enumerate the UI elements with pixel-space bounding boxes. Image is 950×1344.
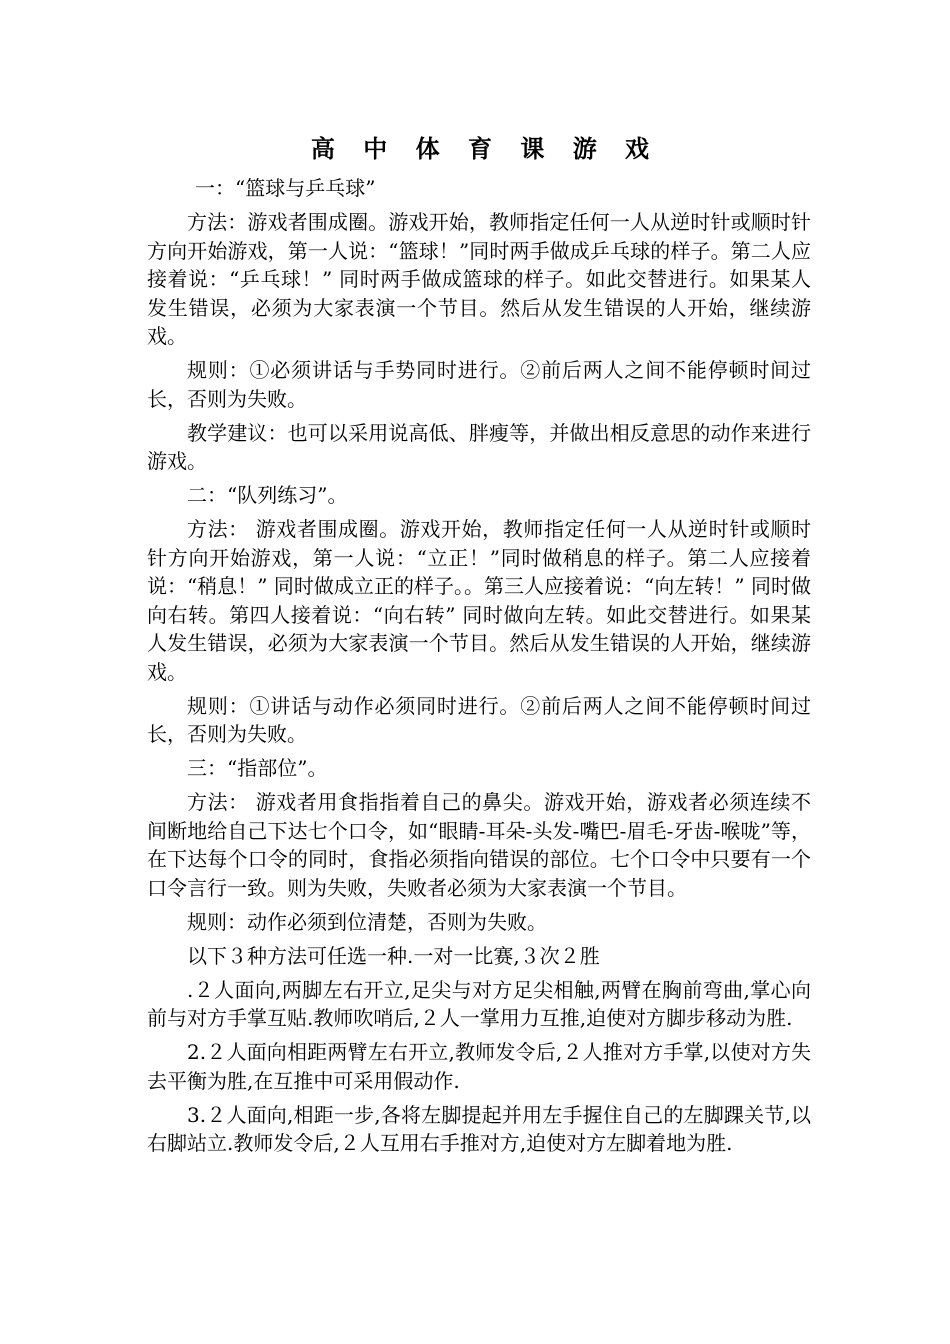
section-heading-2: 二：“队列练习”。 xyxy=(187,483,348,507)
section-1-method: 方法：游戏者围成圈。游戏开始，教师指定任何一人从逆时针或顺时针方向开始游戏，第一人说：“篮球！”同时两手做成乒乓球的样子。第二人应接着说：“乒乓球！” 同时两手做成篮球的样子。如此交替进行。如果某人发生错误，必须为大家表演一个节目。然后从发生错误的人开始，继续游戏。 xyxy=(147,210,811,348)
section-1-rules: 规则：①必须讲话与手势同时进行。②前后两人之间不能停顿时间过长，否则为失败。 xyxy=(147,358,811,411)
section-1-teaching-tip: 教学建议：也可以采用说高低、胖瘦等，并做出相反意思的动作来进行游戏。 xyxy=(147,420,811,473)
document-title: 高 中 体 育 课 游 戏 xyxy=(310,135,660,163)
method-item-1: .２人面向,两脚左右开立,足尖与对方足尖相触,两臂在胸前弯曲,掌心向前与对方手掌互贴.教师吹哨后,２人一掌用力互推,迫使对方脚步移动为胜. xyxy=(147,977,811,1030)
method-item-2: 2.２人面向相距两臂左右开立,教师发令后,２人推对方手掌,以使对方失去平衡为胜,在互推中可采用假动作. xyxy=(147,1040,811,1093)
section-heading-3: 三：“指部位”。 xyxy=(187,756,328,780)
section-2-rules: 规则：①讲话与动作必须同时进行。②前后两人之间不能停顿时间过长，否则为失败。 xyxy=(147,693,811,746)
methods-intro: 以下３种方法可任选一种.一对一比赛,３次２胜 xyxy=(187,943,600,968)
section-2-method: 方法： 游戏者围成圈。游戏开始，教师指定任何一人从逆时针或顺时针方向开始游戏，第一人说：“立正！”同时做稍息的样子。第二人应接着说：“稍息！” 同时做成立正的样子。。第三人应接着说：“向左转！” 同时做向右转。第四人接着说：“向右转” 同时做向左转。如此交替进行。如果某人发生错误，必须为大家表演一个节目。然后从发生错误的人开始，继续游戏。 xyxy=(147,517,811,684)
section-3-rules: 规则：动作必须到位清楚，否则为失败。 xyxy=(187,909,547,934)
document-page xyxy=(147,132,811,1163)
section-heading-1: 一：“篮球与乒乓球” xyxy=(195,176,376,200)
method-item-3: 3.２人面向,相距一步,各将左脚提起并用左手握住自己的左脚踝关节,以右脚站立.教师发令后,２人互用右手推对方,迫使对方左脚着地为胜. xyxy=(147,1102,811,1155)
section-3-method: 方法： 游戏者用食指指着自己的鼻尖。游戏开始，游戏者必须连续不间断地给自己下达七个口令，如“眼睛-耳朵-头发-嘴巴-眉毛-牙齿-喉咙”等，在下达每个口令的同时，食指必须指向错误的部位。七个口令中只要有一个口令言行一致。则为失败，失败者必须为大家表演一个节目。 xyxy=(147,790,811,900)
